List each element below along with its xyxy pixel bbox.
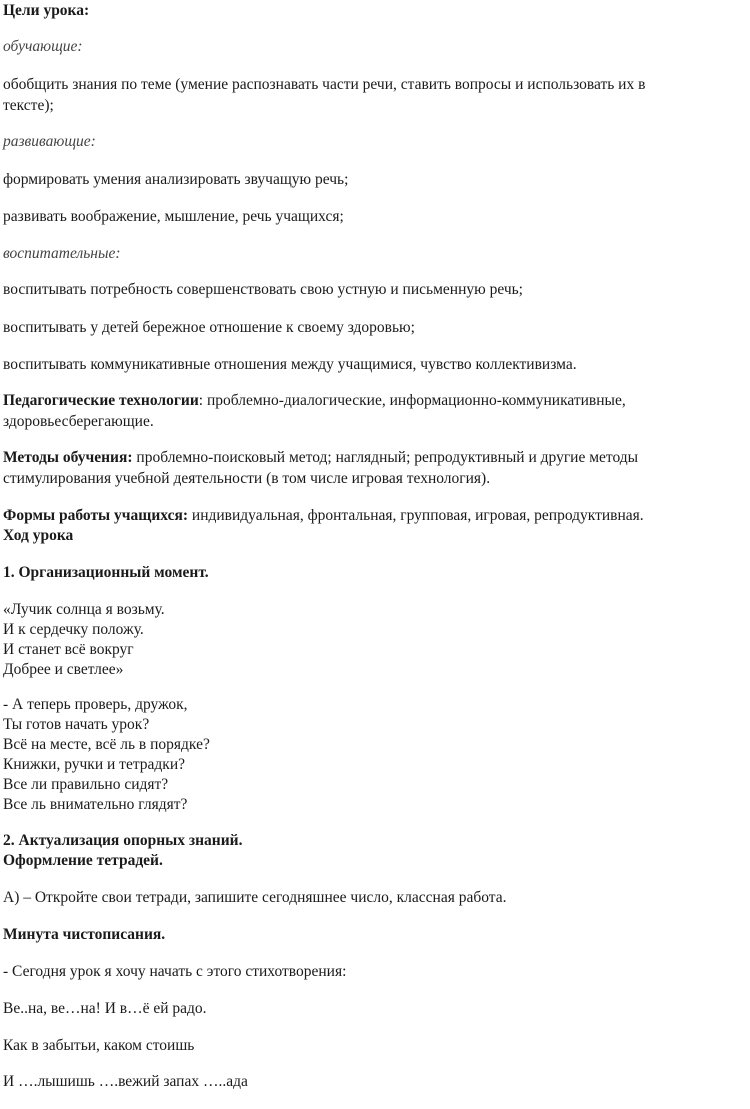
technologies-line-1 <box>3 391 626 411</box>
lesson-heading: Ход урока <box>3 527 74 544</box>
forms-line <box>3 506 644 526</box>
poem2-line-1: - А теперь проверь, дружок, <box>3 696 188 713</box>
goals-heading: Цели урока: <box>3 2 90 19</box>
poem2-line-5: Все ли правильно сидят? <box>3 776 169 793</box>
poem2-line-2: Ты готов начать урок? <box>3 716 150 733</box>
verse-line-2: Как в забытьи, каком стоишь <box>3 1037 195 1054</box>
educational-goal-line-2: тексте); <box>3 97 54 114</box>
poem1-line-1: «Лучик солнца я возьму. <box>3 601 165 618</box>
stage2-title-line-1: 2. Актуализация опорных знаний. <box>3 832 243 849</box>
developing-goal-1: формировать умения анализировать звучащую речь; <box>3 171 349 188</box>
upbringing-goal-3: воспитывать коммуникативные отношения между учащимися, чувство коллективизма. <box>3 356 577 373</box>
technologies-label: Педагогические технологии <box>3 392 199 409</box>
penmanship-title: Минута чистописания. <box>3 926 166 943</box>
educational-goal-line-1: обобщить знания по теме (умение распознавать части речи, ставить вопросы и использовать их в <box>3 76 646 93</box>
methods-label: Методы обучения: <box>3 449 133 466</box>
stage1-title: 1. Организационный момент. <box>3 564 209 581</box>
forms-label: Формы работы учащихся: <box>3 507 189 524</box>
educational-goals-label: обучающие: <box>3 38 83 55</box>
developing-goal-2: развивать воображение, мышление, речь учащихся; <box>3 208 344 225</box>
poem2-line-6: Все ль внимательно глядят? <box>3 796 188 813</box>
verse-line-1: Ве..на, ве…на! И в…ё ей радо. <box>3 1000 207 1017</box>
poem2-line-3: Всё на месте, всё ль в порядке? <box>3 736 210 753</box>
technologies-line-2: здоровьесберегающие. <box>3 413 154 430</box>
upbringing-goals-label: воспитательные: <box>3 245 121 262</box>
developing-goals-label: развивающие: <box>3 133 96 150</box>
poem1-line-2: И к сердечку положу. <box>3 621 144 638</box>
methods-text: проблемно-поисковый метод; наглядный; репродуктивный и другие методы <box>132 449 639 466</box>
penmanship-intro: - Сегодня урок я хочу начать с этого стихотворения: <box>3 963 347 980</box>
methods-line-2: стимулирования учебной деятельности (в том числе игровая технология). <box>3 470 491 487</box>
upbringing-goal-2: воспитывать у детей бережное отношение к своему здоровью; <box>3 319 415 336</box>
poem1-line-3: И станет всё вокруг <box>3 641 134 658</box>
forms-text: индивидуальная, фронтальная, групповая, игровая, репродуктивная. <box>188 507 644 524</box>
verse-line-3: И ….лышишь ….вежий запах …..ада <box>3 1073 248 1090</box>
upbringing-goal-1: воспитывать потребность совершенствовать свою устную и письменную речь; <box>3 281 523 298</box>
stage2-instruction: А) – Откройте свои тетради, запишите сегодняшнее число, классная работа. <box>3 889 507 906</box>
poem1-line-4: Добрее и светлее» <box>3 661 124 678</box>
stage2-title-line-2: Оформление тетрадей. <box>3 852 163 869</box>
technologies-text: : проблемно-диалогические, информационно-коммуникативные, <box>198 392 626 409</box>
methods-line-1 <box>3 448 638 468</box>
poem2-line-4: Книжки, ручки и тетрадки? <box>3 756 186 773</box>
